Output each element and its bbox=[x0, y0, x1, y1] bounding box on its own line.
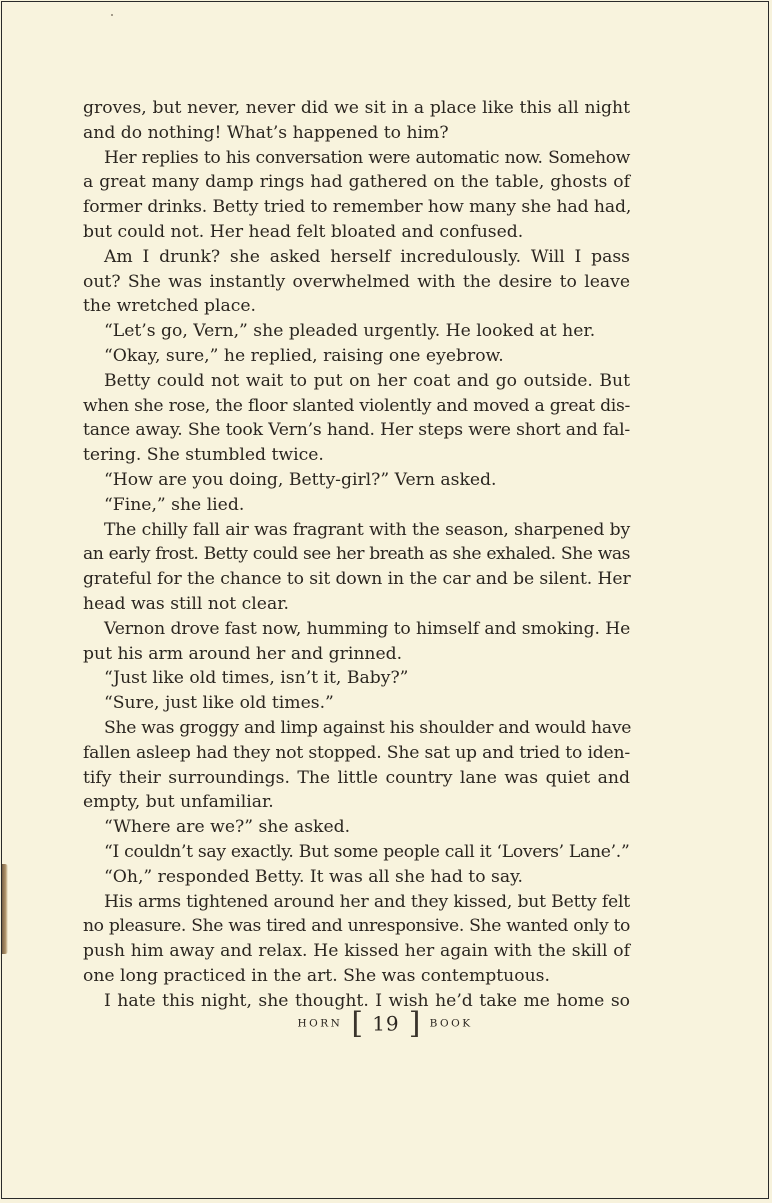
body-text bbox=[83, 96, 630, 1013]
text-line: put his arm around her and grinned. bbox=[83, 643, 403, 664]
footer-right-word: BOOK bbox=[429, 1017, 473, 1030]
text-line: push him away and relax. He kissed her again with the skill of bbox=[83, 941, 630, 962]
text-line: an early frost. Betty could see her breath as she exhaled. She was bbox=[83, 544, 630, 565]
text-line: grateful for the chance to sit down in the car and be silent. Her bbox=[83, 569, 631, 590]
speck-mark bbox=[111, 14, 113, 16]
text-line: Am I drunk? she asked herself incredulously. Will I pass bbox=[104, 246, 630, 267]
text-line: “How are you doing, Betty-girl?” Vern asked. bbox=[104, 469, 497, 490]
text-line: when she rose, the floor slanted violently and moved a great dis- bbox=[83, 395, 630, 416]
text-line: out? She was instantly overwhelmed with the desire to leave bbox=[83, 271, 630, 292]
text-line: no pleasure. She was tired and unresponsive. She wanted only to bbox=[83, 916, 630, 937]
running-footer bbox=[2, 1006, 768, 1041]
text-line: tering. She stumbled twice. bbox=[83, 445, 324, 466]
text-line: a great many damp rings had gathered on the table, ghosts of bbox=[83, 172, 630, 193]
text-line: Vernon drove fast now, humming to himself and smoking. He bbox=[104, 618, 631, 639]
text-line: head was still not clear. bbox=[83, 593, 289, 614]
text-line: His arms tightened around her and they kissed, but Betty felt bbox=[104, 891, 630, 912]
text-line: “I couldn’t say exactly. But some people call it ‘Lovers’ Lane’.” bbox=[104, 841, 630, 862]
text-line: tify their surroundings. The little country lane was quiet and bbox=[83, 767, 630, 788]
text-line: empty, but unfamiliar. bbox=[83, 792, 274, 813]
text-line: but could not. Her head felt bloated and confused. bbox=[83, 221, 524, 242]
text-line: Her replies to his conversation were automatic now. Somehow bbox=[104, 147, 630, 168]
text-line: Betty could not wait to put on her coat and go outside. But bbox=[104, 370, 630, 391]
footer-bracket-close: ] bbox=[408, 1006, 421, 1041]
text-line: “Where are we?” she asked. bbox=[104, 817, 351, 838]
page-number: 19 bbox=[372, 1011, 400, 1036]
text-line: tance away. She took Vern’s hand. Her steps were short and fal- bbox=[83, 420, 630, 441]
text-line: former drinks. Betty tried to remember how many she had had, bbox=[83, 197, 632, 218]
text-line: and do nothing! What’s happened to him? bbox=[83, 122, 449, 143]
text-line: “Okay, sure,” he replied, raising one eyebrow. bbox=[104, 345, 504, 366]
text-line: The chilly fall air was fragrant with the season, sharpened by bbox=[104, 519, 630, 540]
text-line: She was groggy and limp against his shoulder and would have bbox=[104, 717, 632, 738]
text-line: one long practiced in the art. She was contemptuous. bbox=[83, 965, 550, 986]
text-line: I hate this night, she thought. I wish he’d take me home so bbox=[104, 990, 630, 1011]
text-line: groves, but never, never did we sit in a place like this all night bbox=[83, 98, 630, 118]
footer-left-word: HORN bbox=[297, 1017, 343, 1030]
book-page bbox=[1, 1, 769, 1199]
text-line: “Let’s go, Vern,” she pleaded urgently. He looked at her. bbox=[104, 321, 596, 342]
text-line: “Fine,” she lied. bbox=[104, 494, 245, 515]
text-line: “Sure, just like old times.” bbox=[104, 693, 334, 714]
binding-edge-mark bbox=[2, 864, 8, 954]
text-line: “Oh,” responded Betty. It was all she had to say. bbox=[104, 866, 523, 887]
text-line: the wretched place. bbox=[83, 296, 256, 317]
text-line: fallen asleep had they not stopped. She sat up and tried to iden- bbox=[83, 742, 630, 763]
text-line: “Just like old times, isn’t it, Baby?” bbox=[104, 668, 409, 689]
footer-bracket-open: [ bbox=[351, 1006, 364, 1041]
